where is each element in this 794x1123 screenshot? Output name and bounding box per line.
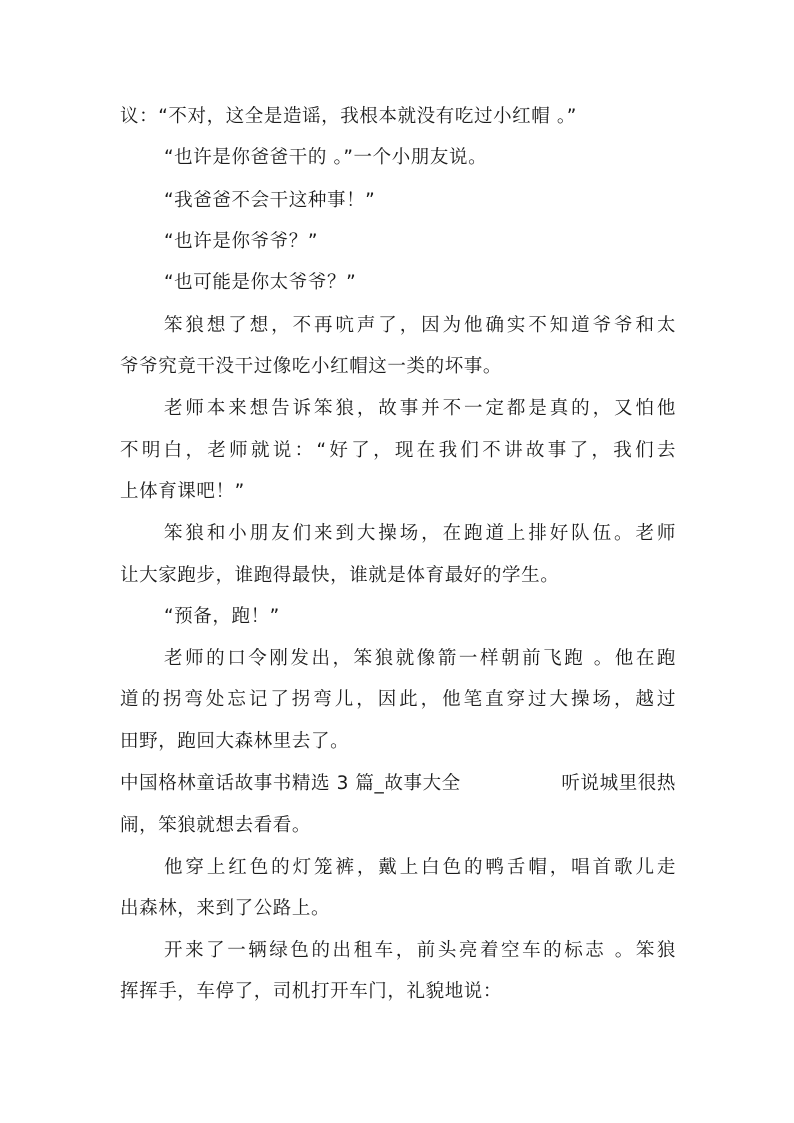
paragraph-line-10: 上体育课吧！” (120, 481, 245, 502)
paragraph-line-11: 笨狼和小朋友们来到大操场，在跑道上排好队伍。老师 (164, 523, 676, 544)
paragraph-line-13: “预备，跑！” (164, 606, 280, 627)
source-continuation: 听说城里很热 (561, 773, 676, 794)
paragraph-line-12: 让大家跑步，谁跑得最快，谁就是体育最好的学生。 (120, 565, 560, 586)
paragraph-line-6: 笨狼想了想，不再吭声了，因为他确实不知道爷爷和太 (164, 315, 676, 336)
paragraph-line-9: 不明白，老师就说：“好了，现在我们不讲故事了，我们去 (120, 440, 676, 461)
paragraph-line-16: 田野，跑回大森林里去了。 (120, 731, 350, 752)
paragraph-line-19: 他穿上红色的灯笼裤，戴上白色的鸭舌帽，唱首歌儿走 (164, 857, 676, 878)
paragraph-line-2: “也许是你爸爸干的 。”一个小朋友说。 (164, 147, 488, 168)
paragraph-line-8: 老师本来想告诉笨狼，故事并不一定都是真的，又怕他 (164, 398, 676, 419)
paragraph-line-15: 道的拐弯处忘记了拐弯儿，因此，他笔直穿过大操场，越过 (120, 689, 676, 710)
paragraph-line-18: 闹，笨狼就想去看看。 (120, 815, 312, 836)
paragraph-line-3: “我爸爸不会干这种事！” (164, 190, 376, 211)
paragraph-line-1: 议：“不对，这全是造谣，我根本就没有吃过小红帽 。” (120, 106, 577, 127)
paragraph-line-21: 开来了一辆绿色的出租车，前头亮着空车的标志 。笨狼 (164, 940, 676, 961)
paragraph-line-14: 老师的口令刚发出，笨狼就像箭一样朝前飞跑 。他在跑 (164, 648, 676, 669)
paragraph-line-7: 爷爷究竟干没干过像吃小红帽这一类的坏事。 (120, 356, 503, 377)
source-title: 中国格林童话故事书精选 3 篇_故事大全 (120, 773, 461, 794)
source-title-line (120, 772, 676, 796)
paragraph-line-20: 出森林，来到了公路上。 (120, 898, 331, 919)
paragraph-line-4: “也许是你爷爷？” (164, 231, 319, 252)
paragraph-line-5: “也可能是你太爷爷？” (164, 272, 357, 293)
paragraph-line-22: 挥挥手，车停了，司机打开车门，礼貌地说： (120, 981, 503, 1002)
